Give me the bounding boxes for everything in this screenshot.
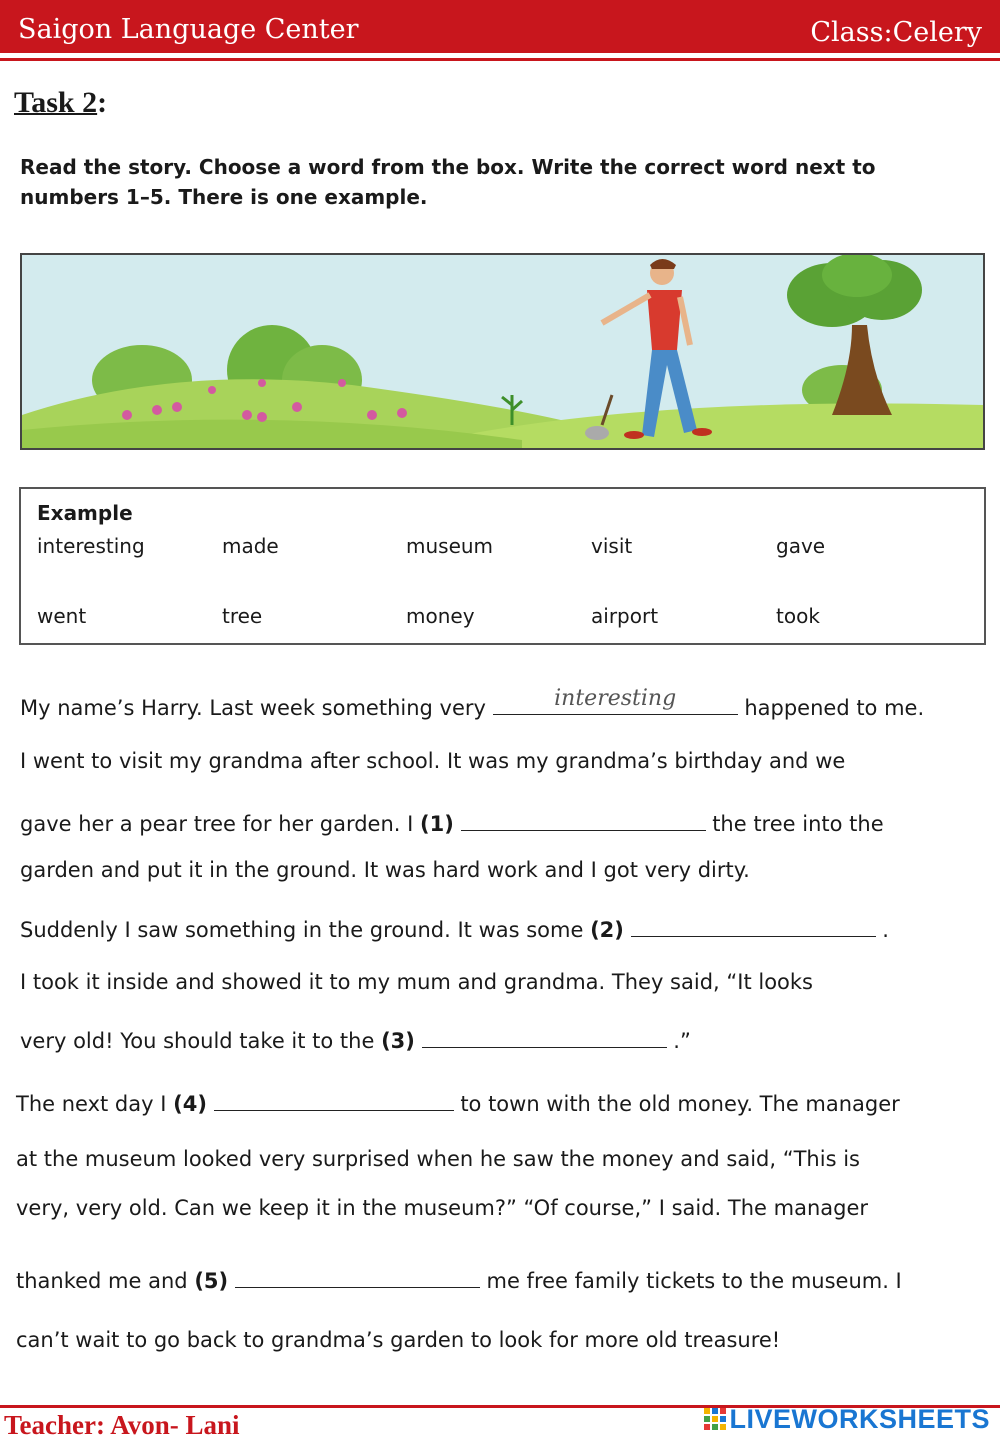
story-text: the tree into the (712, 812, 884, 836)
story-text: happened to me. (744, 696, 925, 720)
story-line-6: I took it inside and showed it to my mum and grandma. They said, “It looks (20, 970, 813, 994)
question-number-2: (2) (590, 918, 624, 942)
story-line-5 (20, 916, 889, 942)
story-line-3 (20, 810, 884, 836)
word-money: money (406, 604, 475, 628)
brand-name: LIVEWORKSHEETS (729, 1404, 990, 1434)
brand-logo[interactable] (704, 1404, 990, 1435)
story-text: The next day I (16, 1092, 167, 1116)
answer-blank-2[interactable] (631, 916, 876, 937)
story-text: gave her a pear tree for her garden. I (20, 812, 414, 836)
word-box (19, 487, 986, 645)
story-text: . (882, 918, 889, 942)
word-airport: airport (591, 604, 659, 628)
word-visit: visit (591, 534, 633, 558)
story-text: thanked me and (16, 1269, 188, 1293)
task-label: Task 2 (14, 86, 98, 119)
school-name: Saigon Language Center (18, 14, 359, 45)
story-text: Suddenly I saw something in the ground. It was some (20, 918, 584, 942)
story-text: me free family tickets to the museum. I (486, 1269, 902, 1293)
story-line-1 (20, 686, 925, 720)
task-colon: : (97, 86, 108, 119)
story-line-9: at the museum looked very surprised when he saw the money and said, “This is (16, 1147, 860, 1171)
story-illustration (20, 253, 985, 450)
word-interesting: interesting (37, 534, 145, 558)
word-gave: gave (776, 534, 826, 558)
story-text: very old! You should take it to the (20, 1029, 375, 1053)
liveworksheets-grid-icon (704, 1408, 726, 1430)
class-label: Class:Celery (810, 17, 982, 48)
example-answer-blank (493, 686, 738, 715)
story-text: to town with the old money. The manager (460, 1092, 900, 1116)
answer-blank-4[interactable] (214, 1090, 454, 1111)
story-line-12: can’t wait to go back to grandma’s garden to look for more old treasure! (16, 1328, 781, 1352)
answer-blank-1[interactable] (461, 810, 706, 831)
header-divider (0, 58, 1000, 61)
answer-blank-3[interactable] (422, 1027, 667, 1048)
example-label: Example (37, 501, 133, 525)
task-title (14, 86, 107, 120)
instructions: Read the story. Choose a word from the box. Write the correct word next to numbers 1–5. There is one example. (20, 155, 876, 209)
story-line-11 (16, 1267, 902, 1293)
story-line-8 (16, 1090, 900, 1116)
word-tree: tree (222, 604, 263, 628)
question-number-5: (5) (194, 1269, 229, 1293)
question-number-4: (4) (173, 1092, 207, 1116)
story-line-10: very, very old. Can we keep it in the museum?” “Of course,” I said. The manager (16, 1196, 869, 1220)
story-line-7 (20, 1027, 691, 1053)
story-line-4: garden and put it in the ground. It was hard work and I got very dirty. (20, 858, 750, 882)
word-made: made (222, 534, 279, 558)
story-line-2: I went to visit my grandma after school. It was my grandma’s birthday and we (20, 749, 846, 773)
story-text: My name’s Harry. Last week something very (20, 696, 486, 720)
answer-blank-5[interactable] (235, 1267, 480, 1288)
question-number-3: (3) (381, 1029, 415, 1053)
question-number-1: (1) (420, 812, 454, 836)
teacher-name: Teacher: Avon- Lani (4, 1410, 240, 1440)
word-took: took (776, 604, 820, 628)
story-text: .” (673, 1029, 691, 1053)
garden-scene-image (22, 255, 983, 448)
example-answer: interesting (554, 686, 677, 711)
word-museum: museum (406, 534, 494, 558)
word-went: went (37, 604, 87, 628)
